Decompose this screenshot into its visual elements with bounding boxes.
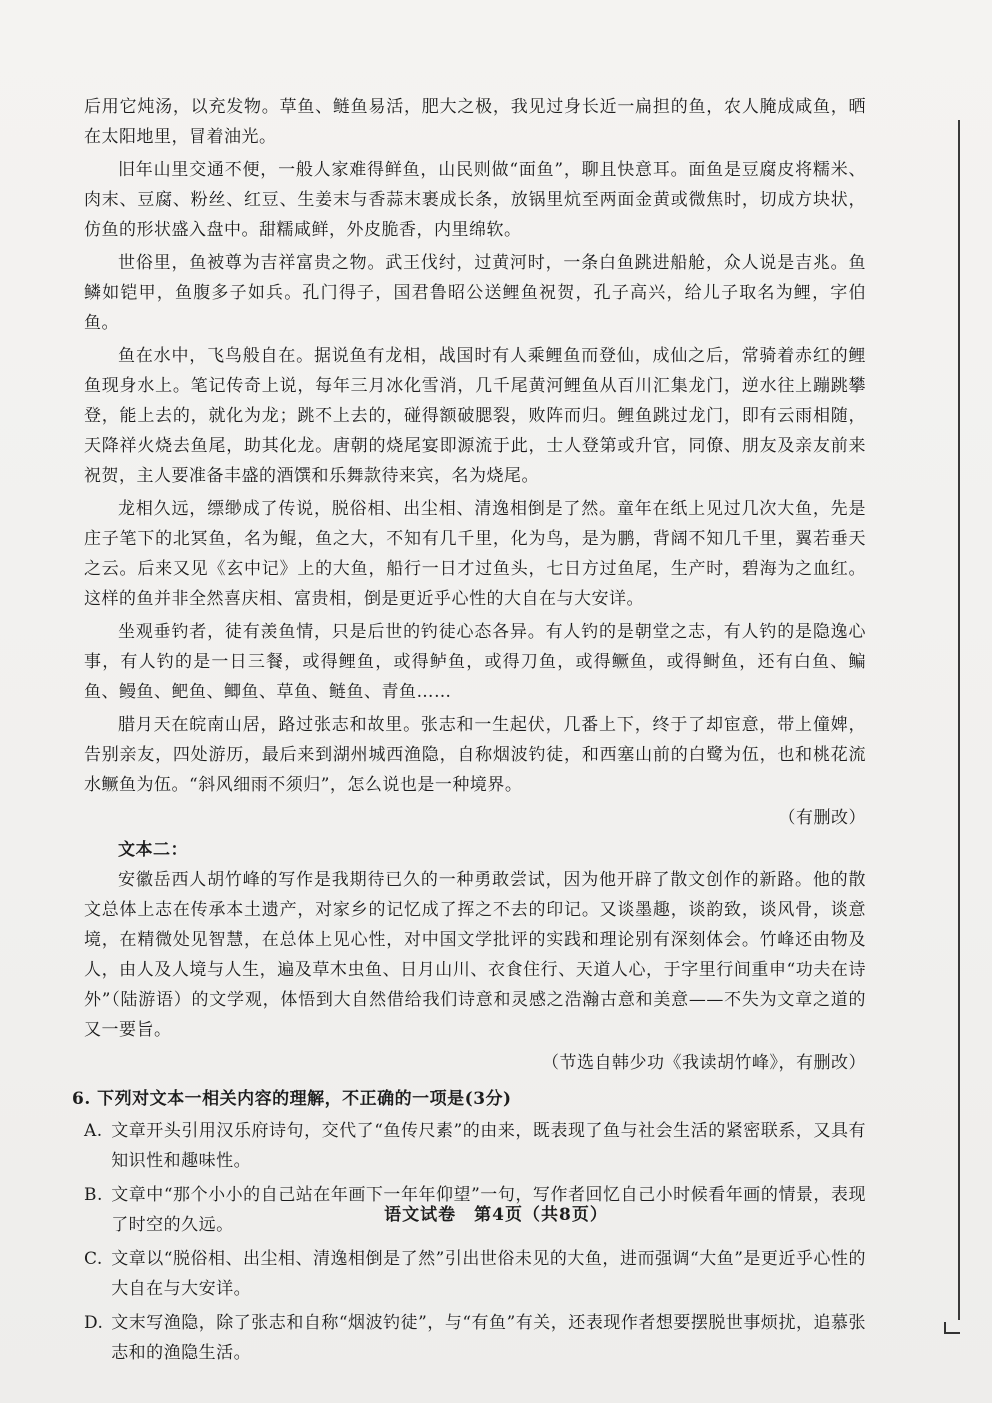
page-footer: 语文试卷 第4页（共8页） xyxy=(384,1205,608,1225)
text1-paragraph-4: 鱼在水中，飞鸟般自在。据说鱼有龙相，战国时有人乘鲤鱼而登仙，成仙之后，常骑着赤红的鲤鱼现身水上。笔记传奇上说，每年三月冰化雪消，几千尾黄河鲤鱼从百川汇集龙门，逆水往上蹦跳攀登，能上去的，就化为龙；跳不上去的，碰得额破腮裂，败阵而归。鲤鱼跳过龙门，即有云雨相随，天降祥火烧去鱼尾，助其化龙。唐朝的烧尾宴即源流于此，士人登第或升官，同僚、朋友及亲友前来祝贺，主人要准备丰盛的酒馔和乐舞款待来宾，名为烧尾。 xyxy=(84,346,866,486)
option-a xyxy=(84,1116,866,1176)
margin-rule xyxy=(958,120,960,1320)
text1-paragraph-2: 旧年山里交通不便，一般人家难得鲜鱼，山民则做“面鱼”，聊且快意耳。面鱼是豆腐皮将糯米、肉末、豆腐、粉丝、红豆、生姜末与香蒜末裹成长条，放锅里炕至两面金黄或微焦时，切成方块状，仿鱼的形状盛入盘中。甜糯咸鲜，外皮脆香，内里绵软。 xyxy=(84,160,866,240)
corner-crop-mark xyxy=(944,1322,960,1334)
option-c xyxy=(84,1244,866,1304)
page-content xyxy=(72,92,866,1372)
text1-paragraph-5: 龙相久远，缥缈成了传说，脱俗相、出尘相、清逸相倒是了然。童年在纸上见过几次大鱼，先是庄子笔下的北冥鱼，名为鲲，鱼之大，不知有几千里，化为鸟，是为鹏，背阔不知几千里，翼若垂天之云。后来又见《玄中记》上的大鱼，船行一日才过鱼头，七日方过鱼尾，生产时，碧海为之血红。这样的鱼并非全然喜庆相、富贵相，倒是更近乎心性的大自在与大安详。 xyxy=(84,499,866,609)
option-a-label: A. xyxy=(84,1121,103,1141)
text2-source: （节选自韩少功《我读胡竹峰》，有删改） xyxy=(542,1053,866,1073)
text1-paragraph-3: 世俗里，鱼被尊为吉祥富贵之物。武王伐纣，过黄河时，一条白鱼跳进船舱，众人说是吉兆。鱼鳞如铠甲，鱼腹多子如兵。孔门得子，国君鲁昭公送鲤鱼祝贺，孔子高兴，给儿子取名为鲤，字伯鱼。 xyxy=(84,253,866,333)
option-b-label: B. xyxy=(84,1185,103,1205)
option-d-text: 文末写渔隐，除了张志和自称“烟波钓徒”，与“有鱼”有关，还表现作者想要摆脱世事烦扰，追慕张志和的渔隐生活。 xyxy=(111,1313,866,1363)
text2-paragraph: 安徽岳西人胡竹峰的写作是我期待已久的一种勇敢尝试，因为他开辟了散文创作的新路。他的散文总体上志在传承本土遗产，对家乡的记忆成了挥之不去的印记。又谈墨趣，谈韵致，谈风骨，谈意境，在精微处见智慧，在总体上见心性，对中国文学批评的实践和理论别有深刻体会。竹峰还由物及人，由人及人境与人生，遍及草木虫鱼、日月山川、衣食住行、天道人心，于字里行间重申“功夫在诗外”（陆游语）的文学观，体悟到大自然借给我们诗意和灵感之浩瀚古意和美意——不失为文章之道的又一要旨。 xyxy=(84,870,866,1040)
option-d xyxy=(84,1308,866,1368)
option-c-text: 文章以“脱俗相、出尘相、清逸相倒是了然”引出世俗未见的大鱼，进而强调“大鱼”是更近乎心性的大自在与大安详。 xyxy=(111,1249,866,1299)
text1-paragraph-6: 坐观垂钓者，徒有羡鱼情，只是后世的钓徒心态各异。有人钓的是朝堂之志，有人钓的是隐逸心事，有人钓的是一日三餐，或得鲤鱼，或得鲈鱼，或得刀鱼，或得鳜鱼，或得鲥鱼，还有白鱼、鳊鱼、鳗鱼、鲃鱼、鲫鱼、草鱼、鲢鱼、青鱼…… xyxy=(84,622,866,702)
text2-label: 文本二： xyxy=(118,840,188,860)
option-c-label: C. xyxy=(84,1249,103,1269)
text1-paragraph-1: 后用它炖汤，以充发物。草鱼、鲢鱼易活，肥大之极，我见过身长近一扁担的鱼，农人腌成咸鱼，晒在太阳地里，冒着油光。 xyxy=(84,97,866,147)
text1-paragraph-7: 腊月天在皖南山居，路过张志和故里。张志和一生起伏，几番上下，终于了却宦意，带上僮婢，告别亲友，四处游历，最后来到湖州城西渔隐，自称烟波钓徒，和西塞山前的白鹭为伍，也和桃花流水鳜鱼为伍。“斜风细雨不须归”，怎么说也是一种境界。 xyxy=(84,715,866,795)
text1-revision-note: （有删改） xyxy=(778,808,866,828)
option-b-text: 文章中“那个小小的自己站在年画下一年年仰望”一句，写作者回忆自己小时候看年画的情景，表现了时空的久远。 xyxy=(111,1185,866,1235)
option-a-text: 文章开头引用汉乐府诗句，交代了“鱼传尺素”的由来，既表现了鱼与社会生活的紧密联系，又具有知识性和趣味性。 xyxy=(111,1121,866,1171)
option-d-label: D. xyxy=(84,1313,104,1333)
question-6-stem: 6. 下列对文本一相关内容的理解，不正确的一项是(3分) xyxy=(72,1089,512,1109)
